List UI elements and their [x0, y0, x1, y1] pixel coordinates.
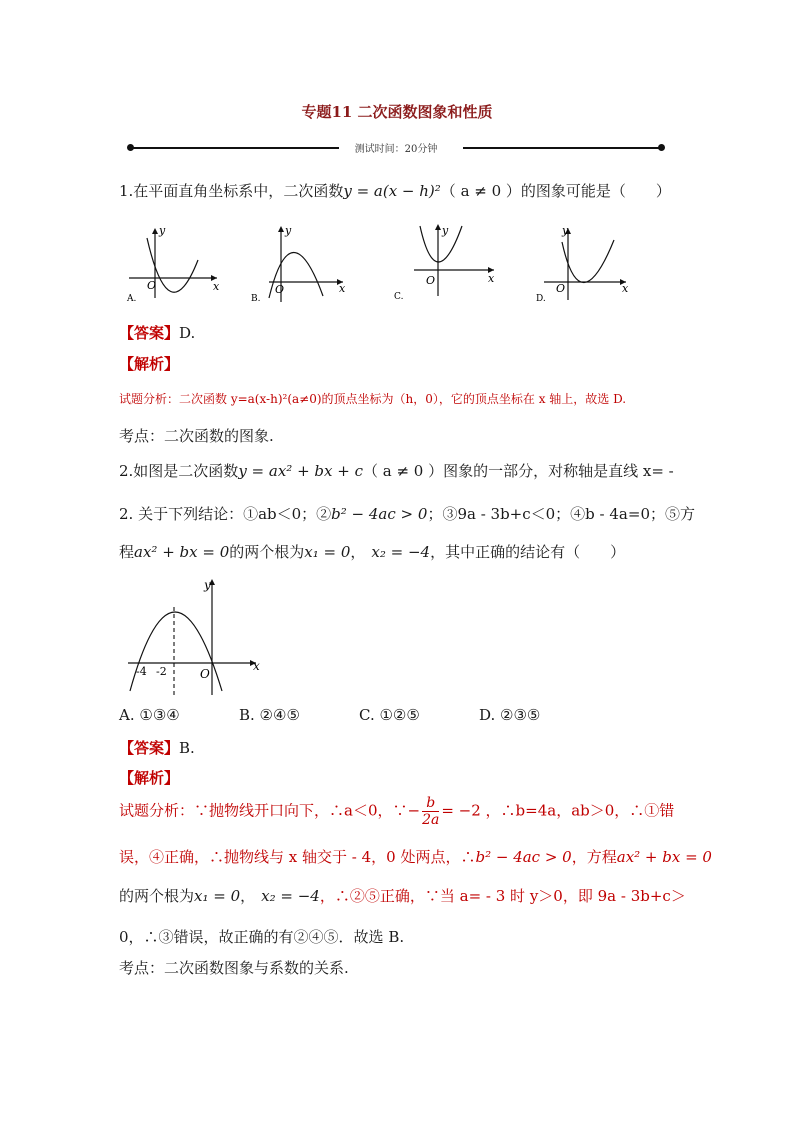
q1-stem — [119, 180, 671, 201]
origin-label: O — [426, 274, 436, 287]
option-label-b: B. — [251, 294, 261, 304]
origin-label: O — [147, 279, 157, 292]
q2-discriminant: b² − 4ac > 0 — [331, 505, 428, 523]
axis-y-label: y — [159, 224, 166, 237]
q2-option-b[interactable]: B. ②④⑤ — [239, 706, 300, 724]
axis-x-label: x — [253, 659, 260, 673]
root-x2: x₂ = −4 — [371, 543, 431, 561]
y-arrow-icon — [435, 224, 441, 230]
discriminant-formula: b² − 4ac > 0 — [475, 848, 572, 866]
option-label-c: C. — [394, 292, 404, 302]
answer-value: D. — [179, 324, 196, 342]
analysis-text-2: ，方程 — [571, 848, 617, 866]
tick-label-minus4: -4 — [136, 665, 147, 678]
q2-analysis-line4: 0，∴③错误，故正确的有②④⑤．故选 B. — [119, 928, 405, 946]
analysis-text: 的两个根为 — [119, 887, 195, 905]
analysis-text: 试题分析：∵抛物线开口向下，∴a＜0，∵ — [119, 801, 408, 820]
q2-analysis-line3: 的两个根为x₁ = 0， x₂ = −4，∴②⑤正确，∵当 a= - 3 时 y＞0，即 9a - 3b+c＞ — [119, 887, 686, 905]
q2-stem-line3: 程ax² + bx = 0的两个根为x₁ = 0， x₂ = −4，其中正确的结论有（ ） — [119, 543, 626, 561]
analysis-label: 【解析】 — [119, 769, 180, 787]
q2-line2-text-2: ；③9a - 3b+c＜0；④b - 4a=0；⑤方 — [427, 505, 695, 523]
q2-stem-line1 — [119, 460, 674, 481]
root-x1: x₁ = 0 — [194, 887, 241, 905]
axis-y-label: y — [562, 224, 569, 237]
equation-formula: ax² + bx = 0 — [616, 848, 712, 866]
q2-formula: y = ax² + bx + c — [238, 462, 363, 480]
axis-y-label: y — [285, 224, 292, 237]
axis-y-label: y — [442, 224, 449, 237]
answer-label: 【答案】 — [119, 739, 180, 757]
y-arrow-icon — [278, 226, 284, 232]
origin-label: O — [200, 667, 210, 681]
q1-condition: （ a ≠ 0 ）的图象可能是（ ） — [440, 182, 671, 200]
analysis-text-2: = −2 ，∴b=4a，ab＞0，∴①错 — [441, 801, 675, 820]
axis-x-label: x — [339, 282, 346, 295]
q1-graph-c — [392, 222, 502, 304]
axis-x-label: x — [213, 280, 220, 293]
q2-equation: ax² + bx = 0 — [134, 543, 230, 561]
option-label-a: A. — [127, 294, 137, 304]
fraction-denominator: 2a — [422, 812, 440, 828]
q2-parabola-graph — [122, 575, 267, 700]
axis-y-label: y — [204, 578, 211, 592]
q2-option-c[interactable]: C. ①②⑤ — [359, 706, 420, 724]
q2-option-a[interactable]: A. ①③④ — [119, 706, 180, 724]
test-time: 测试时间：20分钟 — [354, 144, 438, 155]
axis-x-label: x — [488, 272, 495, 285]
q2-line3-text-2: 的两个根为 — [229, 543, 305, 561]
root-x1: x₁ = 0 — [304, 543, 351, 561]
q2-stem-text-2: （ a ≠ 0 ）图象的一部分，对称轴是直线 x= - — [362, 462, 674, 480]
q2-line3-text-3: ，其中正确的结论有（ ） — [430, 543, 626, 561]
q2-stem-text: 2.如图是二次函数 — [119, 462, 239, 480]
q1-graph-d — [534, 222, 634, 304]
q2-answer — [119, 737, 195, 758]
answer-label: 【答案】 — [119, 324, 180, 342]
page-title: 专题11 二次函数图象和性质 — [301, 103, 493, 121]
q1-stem-text: 1.在平面直角坐标系中，二次函数 — [119, 182, 344, 200]
divider-line-right — [463, 147, 661, 149]
q2-analysis-line1: 试题分析：∵抛物线开口向下，∴a＜0，∵− $\frac{b}{2a}$ = −2 ，∴b=4a，ab＞0，∴①错 — [119, 795, 675, 828]
root-x2: x₂ = −4 — [261, 887, 320, 905]
q1-analysis-text: 试题分析：二次函数 y=a(x-h)²(a≠0)的顶点坐标为（h，0），它的顶点坐标在 x 轴上，故选 D. — [119, 392, 627, 406]
answer-value: B. — [179, 739, 195, 757]
analysis-text: 误，④正确，∴抛物线与 x 轴交于 - 4，0 处两点，∴ — [119, 848, 476, 866]
tick-label-minus2: -2 — [156, 665, 167, 678]
q2-line3-text: 程 — [119, 543, 135, 561]
analysis-label: 【解析】 — [119, 355, 180, 373]
axis-fraction — [422, 796, 439, 827]
q2-knowledge-point: 考点：二次函数图象与系数的关系. — [119, 959, 349, 977]
fraction-numerator: b — [422, 796, 439, 812]
q1-knowledge-point: 考点：二次函数的图象. — [119, 427, 274, 445]
option-label-d: D. — [536, 294, 546, 304]
q2-stem-line2 — [119, 503, 695, 524]
origin-label: O — [275, 283, 285, 296]
q2-line2-text: 2. 关于下列结论：①ab＜0；② — [119, 505, 332, 523]
q2-analysis-line2 — [119, 846, 712, 867]
y-arrow-icon — [152, 228, 158, 234]
q1-answer — [119, 322, 195, 343]
divider-dot-right — [658, 144, 665, 151]
q1-analysis-label — [119, 353, 179, 374]
q2-option-d[interactable]: D. ②③⑤ — [479, 706, 541, 724]
analysis-text-2: ，∴②⑤正确，∵当 a= - 3 时 y＞0，即 9a - 3b+c＞ — [319, 887, 686, 905]
q1-formula: y = a(x − h)² — [343, 182, 441, 200]
origin-label: O — [556, 282, 566, 295]
axis-x-label: x — [622, 282, 629, 295]
header-divider — [127, 139, 665, 157]
q2-analysis-label — [119, 767, 179, 788]
q1-graph-b — [247, 222, 352, 304]
q1-graph-a — [125, 222, 225, 304]
